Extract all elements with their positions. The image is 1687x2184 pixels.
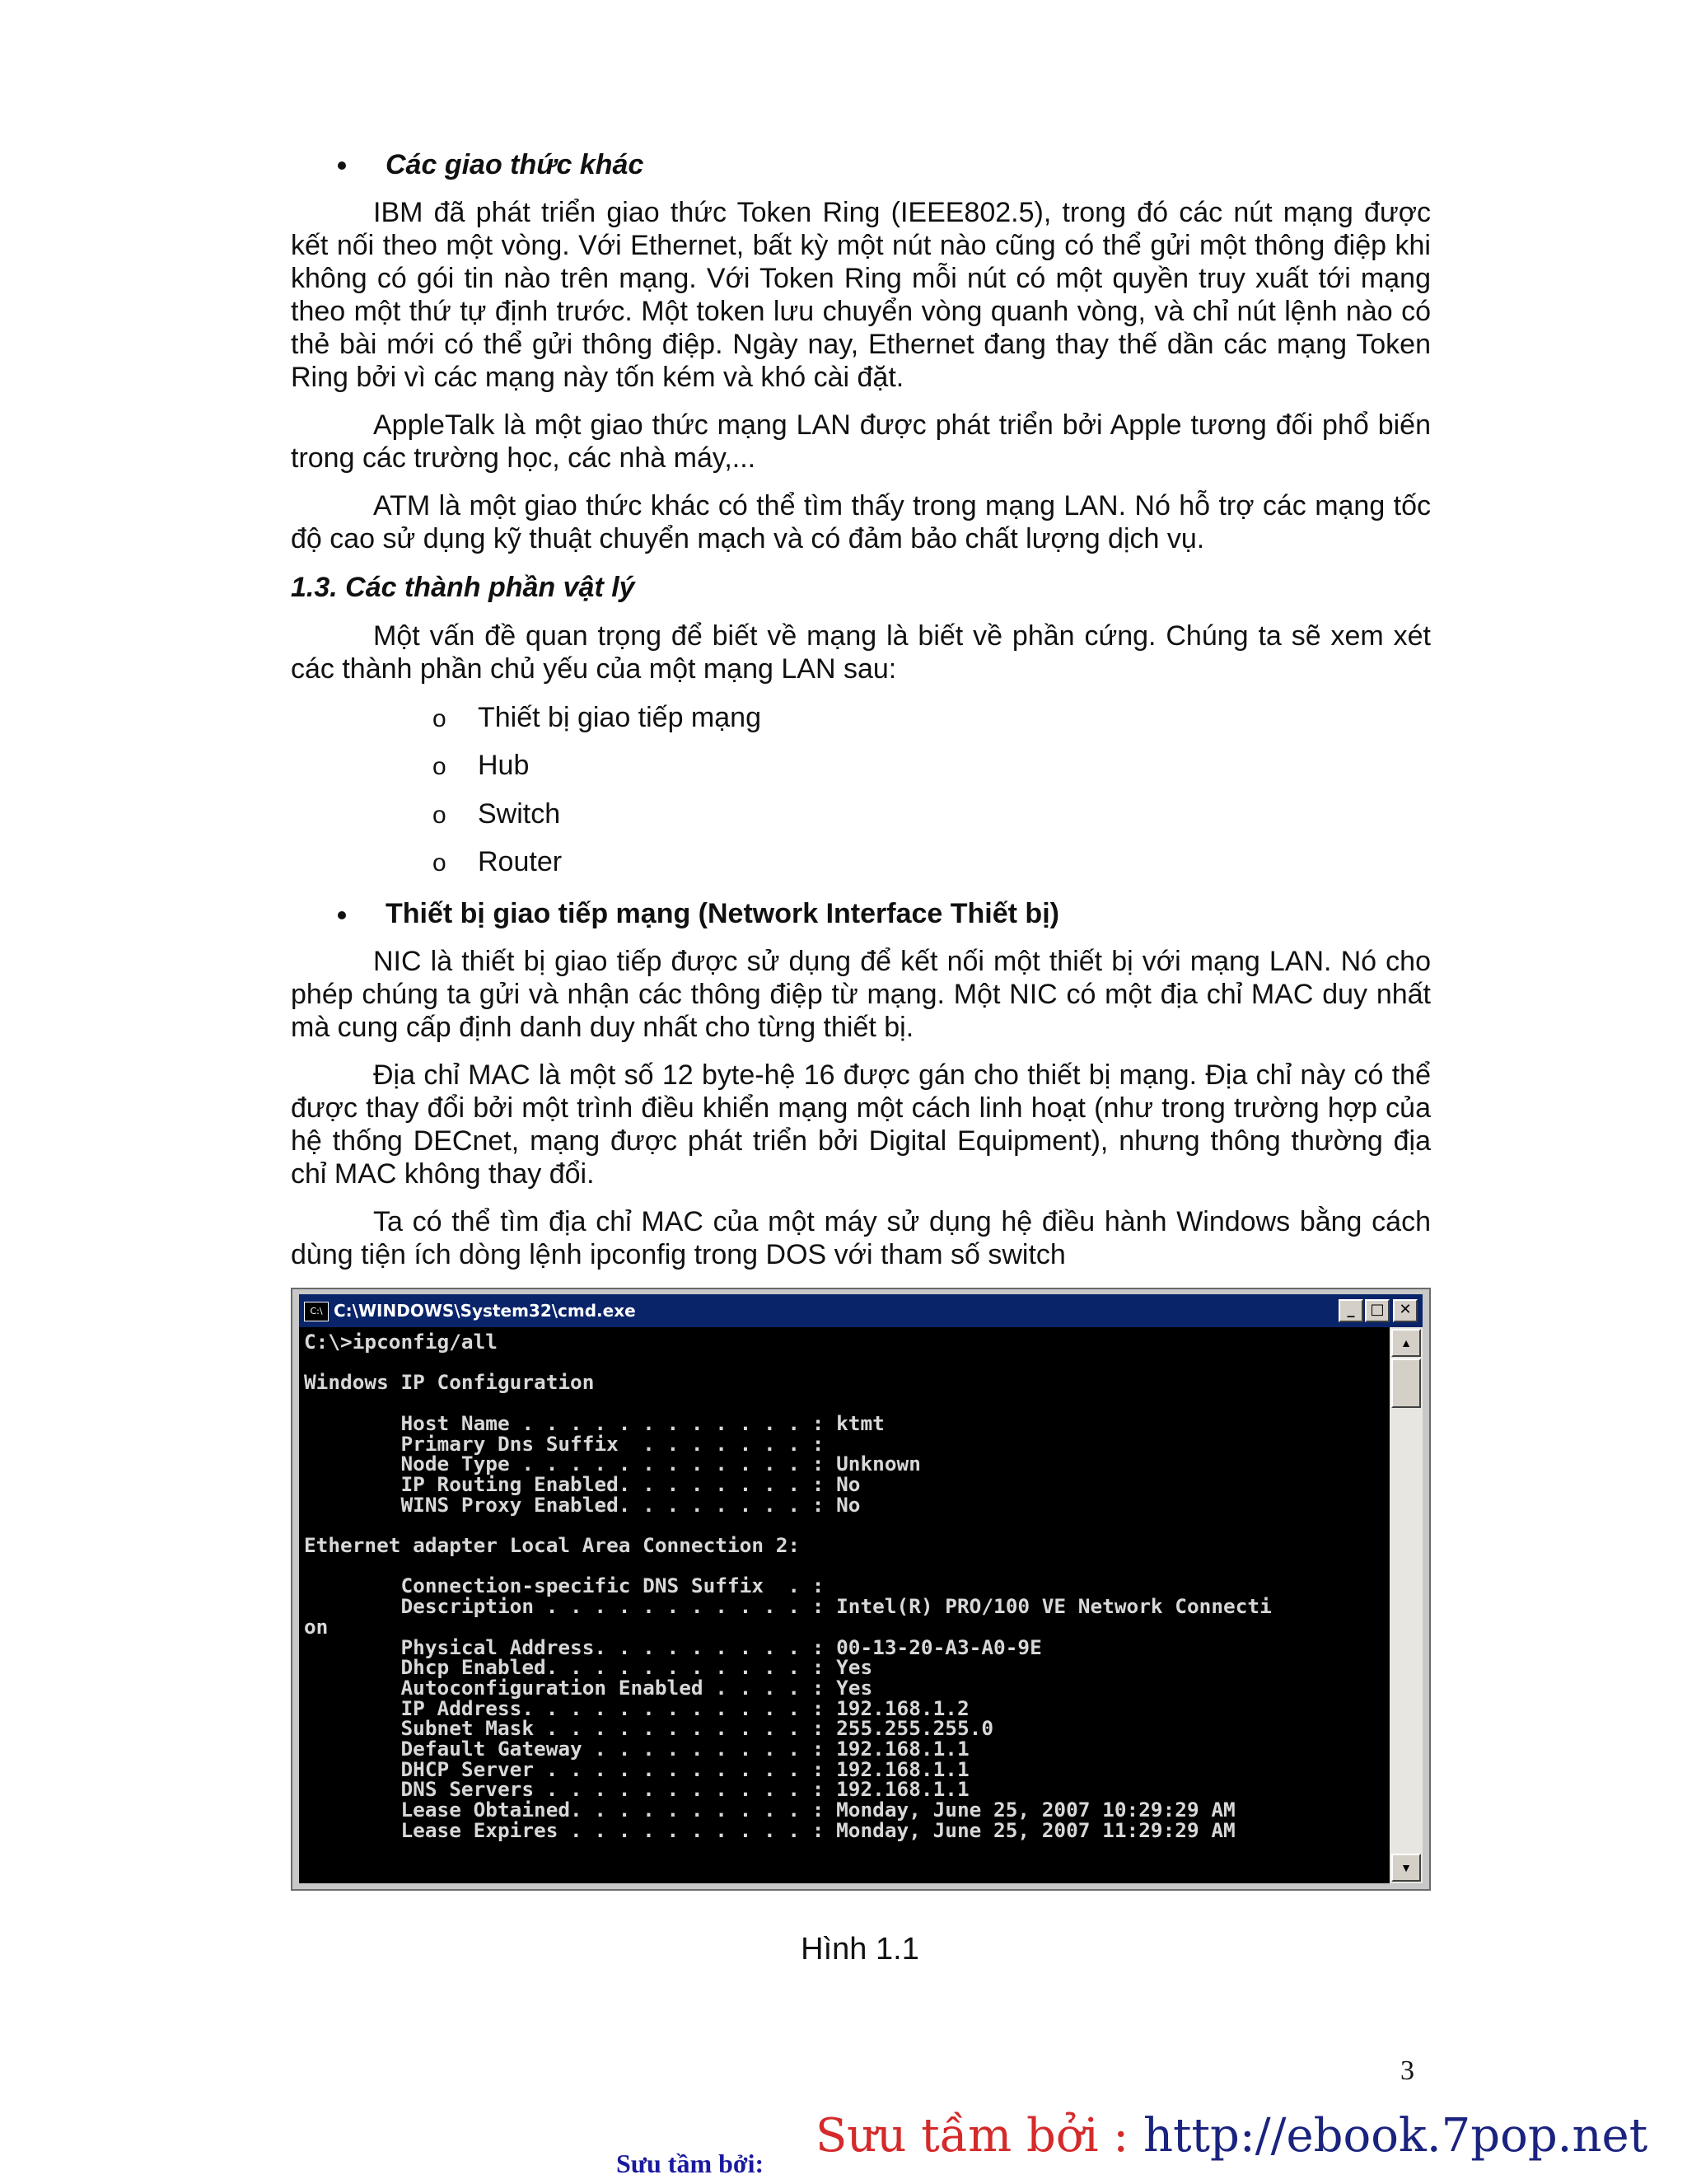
console-app-icon: C:\ — [304, 1302, 329, 1321]
console-title: C:\WINDOWS\System32\cmd.exe — [334, 1301, 636, 1321]
console-output: C:\>ipconfig/all Windows IP Configuration Host Name . . . . . . . . . . . . : ktmt Primary Dns Suffix . . . . . . . : Node Type . . . . . . . . . . . . : Unknown IP Routing Enabled. . . . . . . . : No WINS Proxy Enabled. . . . . . . . : No Ethernet adapter Local Area Connection 2: Connection-specific DNS Suffix . : Description . . . . . . . . . . . : Intel(R) PRO/100 VE Network Connecti on Physical Address. . . . . . . . . : 00-13-20-A3-A0-9E Dhcp Enabled. . . . . . . . . . . : Yes Autoconfiguration Enabled . . . . : Yes IP Address. . . . . . . . . . . . : 192.168.1.2 Subnet Mask . . . . . . . . . . . : 255.255.255.0 Default Gateway . . . . . . . . . : 192.168.1.1 DHCP Server . . . . . . . . . . . : 192.168.1.1 DNS Servers . . . . . . . . . . . : 192.168.1.1 Lease Obtained. . . . . . . . . . : Monday, June 25, 2007 10:29:29 AM Lease Expires . . . . . . . . . . : Monday, June 25, 2007 11:29:29 AM — [304, 1330, 1272, 1842]
console-window — [291, 1288, 1431, 1891]
maximize-button[interactable]: □ — [1365, 1299, 1390, 1322]
footer-logo: Sưu tầm bởi : http://ebook.7pop.net — [815, 2109, 1648, 2163]
heading-nic: Thiết bị giao tiếp mạng (Network Interface Thiết bị) — [386, 898, 1059, 929]
scroll-up-icon[interactable]: ▲ — [1391, 1329, 1421, 1357]
paragraph-atm: ATM là một giao thức khác có thể tìm thấy trong mạng LAN. Nó hỗ trợ các mạng tốc độ cao sử dụng kỹ thuật chuyển mạch và có đảm bảo chất lượng dịch vụ. — [291, 490, 1431, 554]
heading-physical-components: 1.3. Các thành phần vật lý — [291, 572, 635, 603]
bullet-dot — [338, 911, 346, 919]
list-item: o Hub — [432, 750, 530, 781]
figure-caption: Hình 1.1 — [801, 1932, 919, 1967]
page-number: 3 — [1400, 2055, 1414, 2086]
paragraph-physical-intro: Một vấn đề quan trọng để biết về mạng là biết về phần cứng. Chúng ta sẽ xem xét các thành phần chủ yếu của một mạng LAN sau: — [291, 620, 1431, 685]
list-item: o Router — [432, 846, 563, 877]
heading-other-protocols: Các giao thức khác — [386, 149, 644, 180]
footer-credit: Sưu tầm bởi: — [616, 2149, 764, 2178]
console-scrollbar[interactable] — [1390, 1327, 1423, 1883]
close-button[interactable]: ✕ — [1393, 1299, 1418, 1322]
list-item: o Thiết bị giao tiếp mạng — [432, 702, 761, 733]
bullet-dot — [338, 161, 346, 170]
scroll-thumb[interactable] — [1391, 1359, 1421, 1408]
paragraph-nic: NIC là thiết bị giao tiếp được sử dụng để kết nối một thiết bị với mạng LAN. Nó cho phép chúng ta gửi và nhận các thông điệp từ mạng. Một NIC có một địa chỉ MAC duy nhất mà cung cấp định danh duy nhất cho từng thiết bị. — [291, 946, 1431, 1043]
paragraph-mac: Địa chỉ MAC là một số 12 byte-hệ 16 được gán cho thiết bị mạng. Địa chỉ này có thể được thay đổi bởi một trình điều khiển mạng một cách linh hoạt (như trong trường hợp của hệ thống DECnet, mạng được phát triển bởi Digital Equipment), nhưng thông thường địa chỉ MAC không thay đổi. — [291, 1059, 1431, 1190]
console-titlebar — [299, 1294, 1423, 1327]
minimize-button[interactable]: _ — [1339, 1299, 1363, 1322]
scroll-down-icon[interactable]: ▼ — [1391, 1854, 1421, 1882]
console-output-area — [299, 1327, 1390, 1883]
paragraph-ipconfig: Ta có thể tìm địa chỉ MAC của một máy sử dụng hệ điều hành Windows bằng cách dùng tiện ích dòng lệnh ipconfig trong DOS với tham số switch — [291, 1206, 1431, 1270]
paragraph-appletalk: AppleTalk là một giao thức mạng LAN được phát triển bởi Apple tương đối phổ biến trong các trường học, các nhà máy,... — [291, 409, 1431, 474]
list-item: o Switch — [432, 798, 561, 830]
paragraph-token-ring: IBM đã phát triển giao thức Token Ring (IEEE802.5), trong đó các nút mạng được kết nối theo một vòng. Với Ethernet, bất kỳ một nút nào cũng có thể gửi một thông điệp khi không có gói tin nào trên mạng. Với Token Ring mỗi nút có một quyền truy xuất tới mạng theo một thứ tự định trước. Một token lưu chuyển vòng quanh vòng, và chỉ nút lệnh nào có thẻ bài mới có thể gửi thông điệp. Ngày nay, Ethernet đang thay thế dần các mạng Token Ring bởi vì các mạng này tốn kém và khó cài đặt. — [291, 197, 1431, 393]
